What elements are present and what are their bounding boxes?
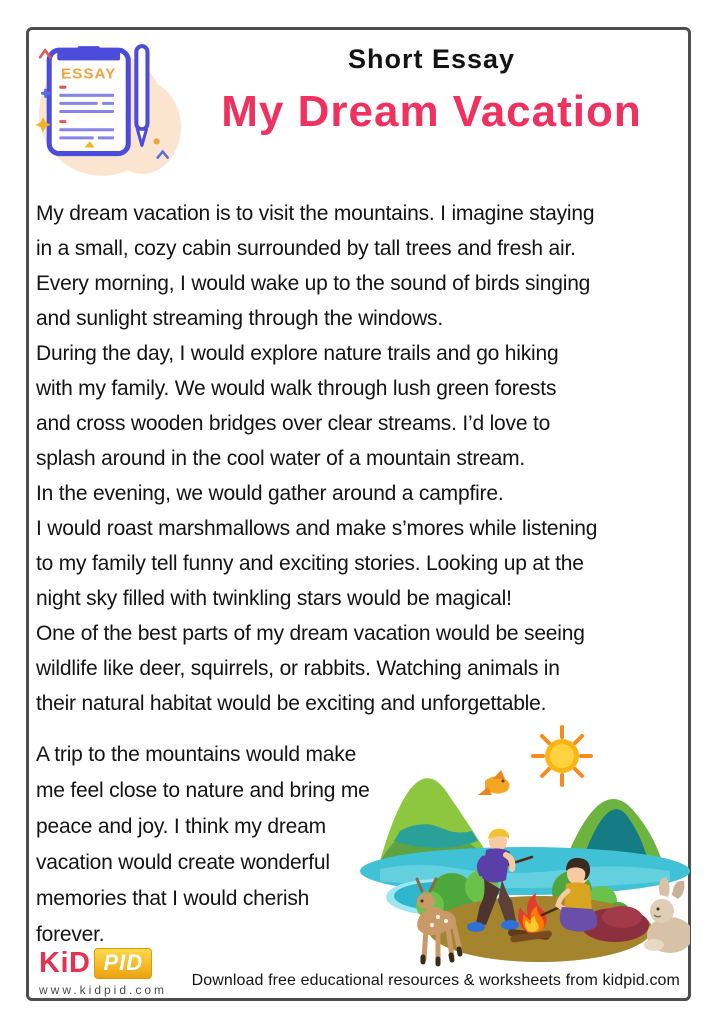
essay-line: to my family tell funny and exciting stories. Looking up at the [36, 552, 584, 575]
essay-line: One of the best parts of my dream vacation would be seeing [36, 622, 585, 645]
essay-line: me feel close to nature and bring me [36, 779, 370, 802]
page-title: My Dream Vacation [221, 87, 642, 136]
bird-icon [478, 770, 510, 795]
essay-line: A trip to the mountains would make [36, 743, 357, 766]
sun-icon [533, 727, 591, 785]
essay-line: memories that I would cherish [36, 887, 310, 910]
essay-line: My dream vacation is to visit the mountains. I imagine staying [36, 202, 595, 225]
logo-kid-text: KiD [39, 947, 91, 979]
logo-website-url: www.kidpid.com [39, 983, 168, 997]
essay-line: vacation would create wonderful [36, 851, 330, 874]
essay-line: in a small, cozy cabin surrounded by tall trees and fresh air. [36, 237, 576, 260]
essay-badge-text: ESSAY [61, 65, 117, 83]
essay-line: Every morning, I would wake up to the sound of birds singing [36, 272, 591, 295]
essay-line: with my family. We would walk through lush green forests [36, 377, 557, 400]
header [179, 44, 684, 137]
essay-line: I would roast marshmallows and make s’mores while listening [36, 517, 598, 540]
essay-line: splash around in the cool water of a mountain stream. [36, 447, 526, 470]
clipboard-icon [49, 46, 128, 153]
essay-line: night sky filled with twinkling stars would be magical! [36, 587, 512, 610]
essay-line: peace and joy. I think my dream [36, 815, 326, 838]
essay-type-label: Short Essay [347, 44, 516, 74]
essay-body [36, 196, 686, 721]
essay-line: and cross wooden bridges over clear streams. I’d love to [36, 412, 551, 435]
logo-pid-badge: PID [94, 948, 152, 979]
essay-line: and sunlight streaming through the windows. [36, 307, 443, 330]
essay-line: their natural habitat would be exciting and unforgettable. [36, 692, 547, 715]
essay-clipboard-illustration [35, 34, 187, 186]
pen-icon [136, 46, 147, 145]
essay-line: wildlife like deer, squirrels, or rabbits. Watching animals in [36, 657, 560, 680]
essay-line: forever. [36, 923, 105, 946]
camping-scene-illustration [360, 719, 690, 971]
essay-line: During the day, I would explore nature trails and go hiking [36, 342, 559, 365]
footer-download-note: Download free educational resources & worksheets from kidpid.com [191, 972, 680, 989]
kidpid-logo [39, 947, 167, 997]
rabbit-icon [644, 877, 690, 953]
essay-line: In the evening, we would gather around a campfire. [36, 482, 504, 505]
worksheet-page [26, 27, 691, 1001]
